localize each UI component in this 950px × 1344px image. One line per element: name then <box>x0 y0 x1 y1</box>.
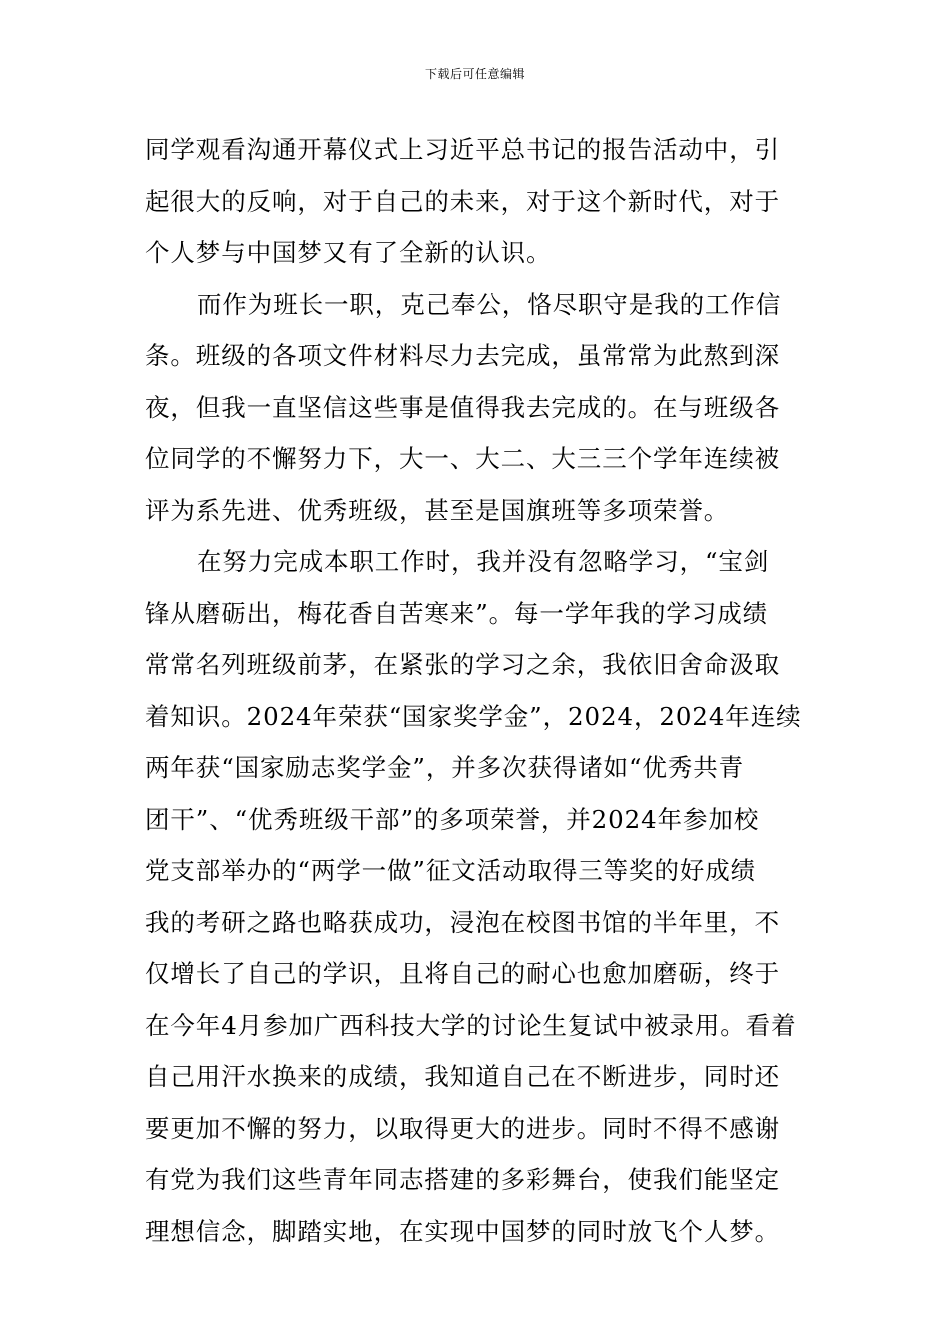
text-line: 同学观看沟通开幕仪式上习近平总书记的报告活动中，引 <box>145 135 780 164</box>
text-line: 条。班级的各项文件材料尽力去完成，虽常常为此熬到深 <box>145 341 780 370</box>
text-line: 在努力完成本职工作时，我并没有忽略学习，“宝剑 <box>197 547 770 576</box>
text-line: 党支部举办的“两学一做”征文活动取得三等奖的好成绩 <box>145 856 757 885</box>
paragraph <box>145 124 815 279</box>
text-line: 位同学的不懈努力下，大一、大二、大三三个学年连续被 <box>145 444 780 473</box>
paragraph <box>145 279 815 537</box>
text-line: 常常名列班级前茅，在紧张的学习之余，我依旧舍命汲取 <box>145 650 780 679</box>
text-line: 团干”、“优秀班级干部”的多项荣誉，并2024年参加校 <box>145 804 760 834</box>
text-line: 两年获“国家励志奖学金”，并多次获得诸如“优秀共青 <box>145 753 745 782</box>
text-line: 而作为班长一职，克己奉公，恪尽职守是我的工作信 <box>197 289 782 319</box>
text-line: 夜，但我一直坚信这些事是值得我去完成的。在与班级各 <box>145 392 780 422</box>
text-line: 仅增长了自己的学识，且将自己的耐心也愈加磨砺，终于 <box>145 959 780 988</box>
text-line: 起很大的反响，对于自己的未来，对于这个新时代，对于 <box>145 186 780 216</box>
text-line: 要更加不懈的努力，以取得更大的进步。同时不得不感谢 <box>145 1113 780 1143</box>
paragraph <box>145 536 815 1257</box>
document-body <box>145 124 815 1257</box>
text-line: 理想信念，脚踏实地，在实现中国梦的同时放飞个人梦。 <box>145 1216 780 1246</box>
text-line: 锋从磨砺出，梅花香自苦寒来”。每一学年我的学习成绩 <box>145 598 769 628</box>
text-line: 着知识。2024年荣获“国家奖学金”，2024，2024年连续 <box>145 701 802 731</box>
text-line: 个人梦与中国梦又有了全新的认识。 <box>145 238 552 267</box>
text-line: 自己用汗水换来的成绩，我知道自己在不断进步，同时还 <box>145 1062 780 1091</box>
text-line: 在今年4月参加广西科技大学的讨论生复试中被录用。看着 <box>145 1010 797 1040</box>
text-line: 我的考研之路也略获成功，浸泡在校图书馆的半年里，不 <box>145 907 780 937</box>
page-header: 下载后可任意编辑 <box>424 67 525 81</box>
text-line: 有党为我们这些青年同志搭建的多彩舞台，使我们能坚定 <box>145 1165 780 1194</box>
text-line: 评为系先进、优秀班级，甚至是国旗班等多项荣誉。 <box>145 495 730 525</box>
